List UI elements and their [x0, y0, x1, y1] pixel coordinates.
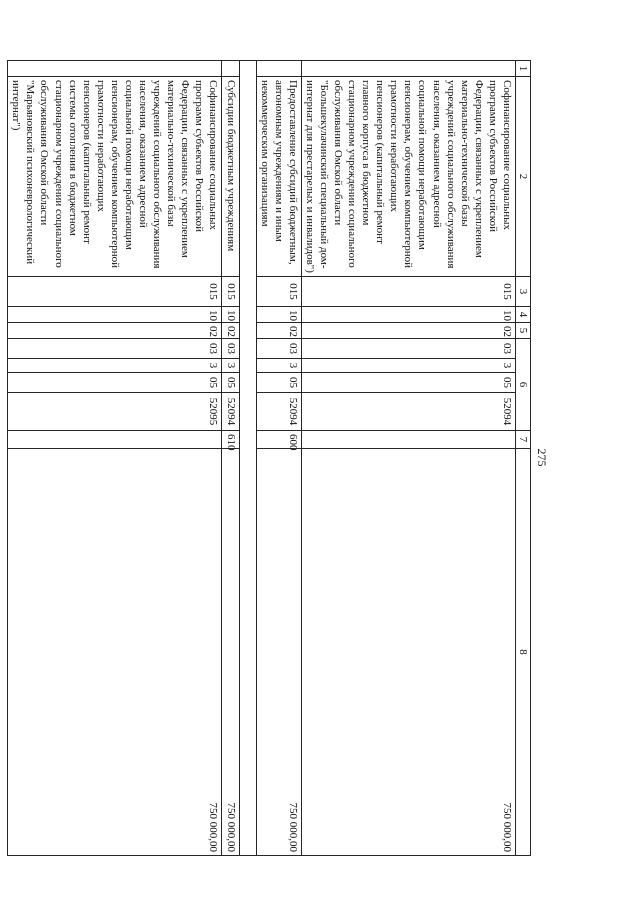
expense-type-code: 600 [256, 431, 301, 449]
rotated-page [10, 60, 555, 855]
target-article-part: 03 [256, 339, 301, 359]
target-article-part: 05 [8, 373, 222, 393]
section-code: 10 [301, 307, 515, 323]
amount: 750 000,00 [8, 449, 222, 856]
column-header: 3 [515, 277, 530, 307]
row-name: Субсидии бюджетным учреждениям [222, 77, 239, 277]
column-header: 7 [515, 431, 530, 449]
section-code: 10 [8, 307, 222, 323]
row-number-cell [8, 61, 222, 77]
subsection-code: 02 [301, 323, 515, 339]
row-number-cell [222, 61, 239, 77]
table-row [301, 61, 515, 856]
target-article-part: 05 [301, 373, 515, 393]
target-article-part: 3 [222, 359, 239, 373]
section-code: 10 [222, 307, 239, 323]
table-header-row [515, 61, 530, 856]
target-article-part: 03 [301, 339, 515, 359]
table-row [256, 61, 301, 856]
subsection-code: 02 [256, 323, 301, 339]
column-header: 1 [515, 61, 530, 77]
row-name: Софинансирование социальных программ субъектов Российской Федерации, связанных с укреплением материально-технической базы учреждений социального обслуживания населения, оказанием адресной социальной помощи неработающим пенсионерам, обучением компьютерной грамотности неработающих пенсионеров (капитальный ремонт главного корпуса в бюджетном стационарном учреждении социального обслуживания Омской области "Большекулачинский специальный дом-интернат для престарелых и инвалидов") [301, 77, 515, 277]
subsection-code: 02 [8, 323, 222, 339]
row-number-cell [301, 61, 515, 77]
target-article-part: 03 [8, 339, 222, 359]
target-article-part: 3 [256, 359, 301, 373]
row-name: Предоставление субсидий бюджетным, автономным учреждениям и иным некоммерческим организациям [256, 77, 301, 277]
target-article-part: 03 [222, 339, 239, 359]
ministry-code: 015 [301, 277, 515, 307]
amount: 750 000,00 [301, 449, 515, 856]
ministry-code: 015 [222, 277, 239, 307]
amount: 750 000,00 [222, 449, 239, 856]
ministry-code: 015 [8, 277, 222, 307]
table-row [222, 61, 239, 856]
table-row [8, 61, 222, 856]
expense-type-code [301, 431, 515, 449]
target-article-part: 52095 [8, 393, 222, 431]
column-header: 2 [515, 77, 530, 277]
page-number: 275 [535, 448, 549, 467]
row-number-cell [256, 61, 301, 77]
target-article-part: 52094 [301, 393, 515, 431]
target-article-part: 05 [222, 373, 239, 393]
column-header: 4 [515, 307, 530, 323]
target-article-part: 52094 [256, 393, 301, 431]
target-article-part: 52094 [222, 393, 239, 431]
amount: 750 000,00 [256, 449, 301, 856]
target-article-part: 05 [256, 373, 301, 393]
target-article-part: 3 [8, 359, 222, 373]
subsection-code: 02 [222, 323, 239, 339]
expense-type-code: 610 [222, 431, 239, 449]
budget-table [7, 60, 531, 856]
column-header: 6 [515, 339, 530, 431]
row-gap [239, 61, 256, 856]
section-code: 10 [256, 307, 301, 323]
target-article-part: 3 [301, 359, 515, 373]
row-name: Софинансирование социальных программ субъектов Российской Федерации, связанных с укреплением материально-технической базы учреждений социального обслуживания населения, оказанием адресной социальной помощи неработающим пенсионерам, обучением компьютерной грамотности неработающих пенсионеров (капитальный ремонт системы отопления в бюджетном стационарном учреждении социального обслуживания Омской области "Марьяновский психоневрологический интернат") [8, 77, 222, 277]
expense-type-code [8, 431, 222, 449]
column-header: 8 [515, 449, 530, 856]
column-header: 5 [515, 323, 530, 339]
ministry-code: 015 [256, 277, 301, 307]
